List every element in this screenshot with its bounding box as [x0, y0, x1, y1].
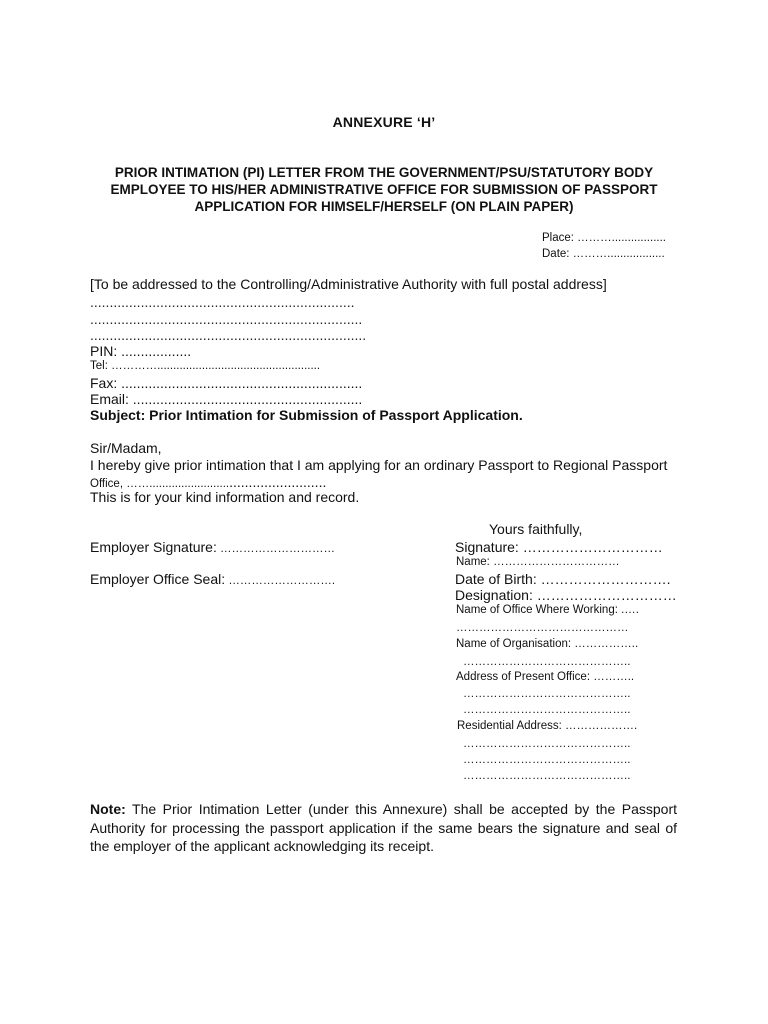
note-label: Note:	[90, 801, 126, 817]
applicant-designation: Designation: …………………………	[455, 587, 677, 603]
employer-signature-row	[90, 539, 335, 557]
applicant-present-office-cont-1: ……………………………………..	[463, 688, 631, 700]
applicant-dob: Date of Birth: ……………………….	[455, 571, 671, 587]
note-text: The Prior Intimation Letter (under this Annexure) shall be accepted by the Passport Authority for processing the passport application if the same bears the signature and seal of the employer of the applicant acknowledging its receipt.	[90, 801, 677, 854]
applicant-office-working: Name of Office Where Working: .….	[456, 604, 639, 616]
title-line-1: PRIOR INTIMATION (PI) LETTER FROM THE GOVERNMENT/PSU/STATUTORY BODY	[114, 165, 654, 180]
applicant-residential-cont-1: ……………………………………..	[463, 738, 631, 750]
employer-seal-dots: ……………………….	[225, 575, 336, 587]
date-field: Date: ………..................	[542, 248, 665, 260]
address-line-2: ......................................................................	[90, 311, 363, 327]
applicant-organisation: Name of Organisation: ……………..	[456, 638, 639, 650]
address-line-1: ....................................................................	[90, 294, 355, 310]
note-paragraph	[90, 800, 677, 856]
body-line-1: I hereby give prior intimation that I am applying for an ordinary Passport to Regional Passport	[90, 457, 668, 473]
salutation: Sir/Madam,	[90, 440, 162, 456]
applicant-organisation-cont: ……………………………………..	[463, 656, 631, 668]
applicant-signature: Signature: …………………………	[455, 539, 663, 555]
address-line-3: .......................................................................	[90, 327, 367, 343]
fax-field: Fax: ..............................................................	[90, 375, 363, 391]
document-title	[80, 164, 688, 215]
body-line-3: This is for your kind information and record.	[90, 489, 360, 505]
applicant-present-office: Address of Present Office: ………..	[456, 671, 635, 683]
employer-seal-row	[90, 571, 335, 589]
employer-signature-label: Employer Signature:	[90, 539, 217, 555]
title-line-3: APPLICATION FOR HIMSELF/HERSELF (ON PLAIN PAPER)	[194, 199, 574, 214]
closing: Yours faithfully,	[489, 521, 583, 537]
email-field: Email: ...........................................................	[90, 391, 363, 407]
tel-field: Tel: …………...................................................	[90, 360, 321, 372]
pin-field: PIN: ..................	[90, 343, 192, 359]
applicant-present-office-cont-2: ……………………………………..	[463, 704, 631, 716]
employer-seal-label: Employer Office Seal:	[90, 571, 226, 587]
applicant-name: Name: ……………………………	[456, 556, 620, 568]
applicant-office-working-cont: ………………………………………	[456, 622, 629, 634]
applicant-residential: Residential Address: ……………….	[457, 720, 638, 732]
annexure-heading: ANNEXURE ‘H’	[332, 114, 436, 130]
applicant-residential-cont-2: ……………………………………..	[463, 754, 631, 766]
title-line-2: EMPLOYEE TO HIS/HER ADMINISTRATIVE OFFICE FOR SUBMISSION OF PASSPORT	[110, 182, 658, 197]
office-label: Office, …….........................	[90, 478, 230, 490]
address-instruction: [To be addressed to the Controlling/Administrative Authority with full postal address]	[90, 276, 607, 292]
subject-line: Subject: Prior Intimation for Submission of Passport Application.	[90, 407, 523, 423]
place-field: Place: ……….................	[542, 232, 666, 244]
employer-signature-dots: …………………………	[216, 543, 336, 555]
office-dots: .........................	[229, 474, 327, 490]
applicant-residential-cont-3: ……………………………………..	[463, 770, 631, 782]
